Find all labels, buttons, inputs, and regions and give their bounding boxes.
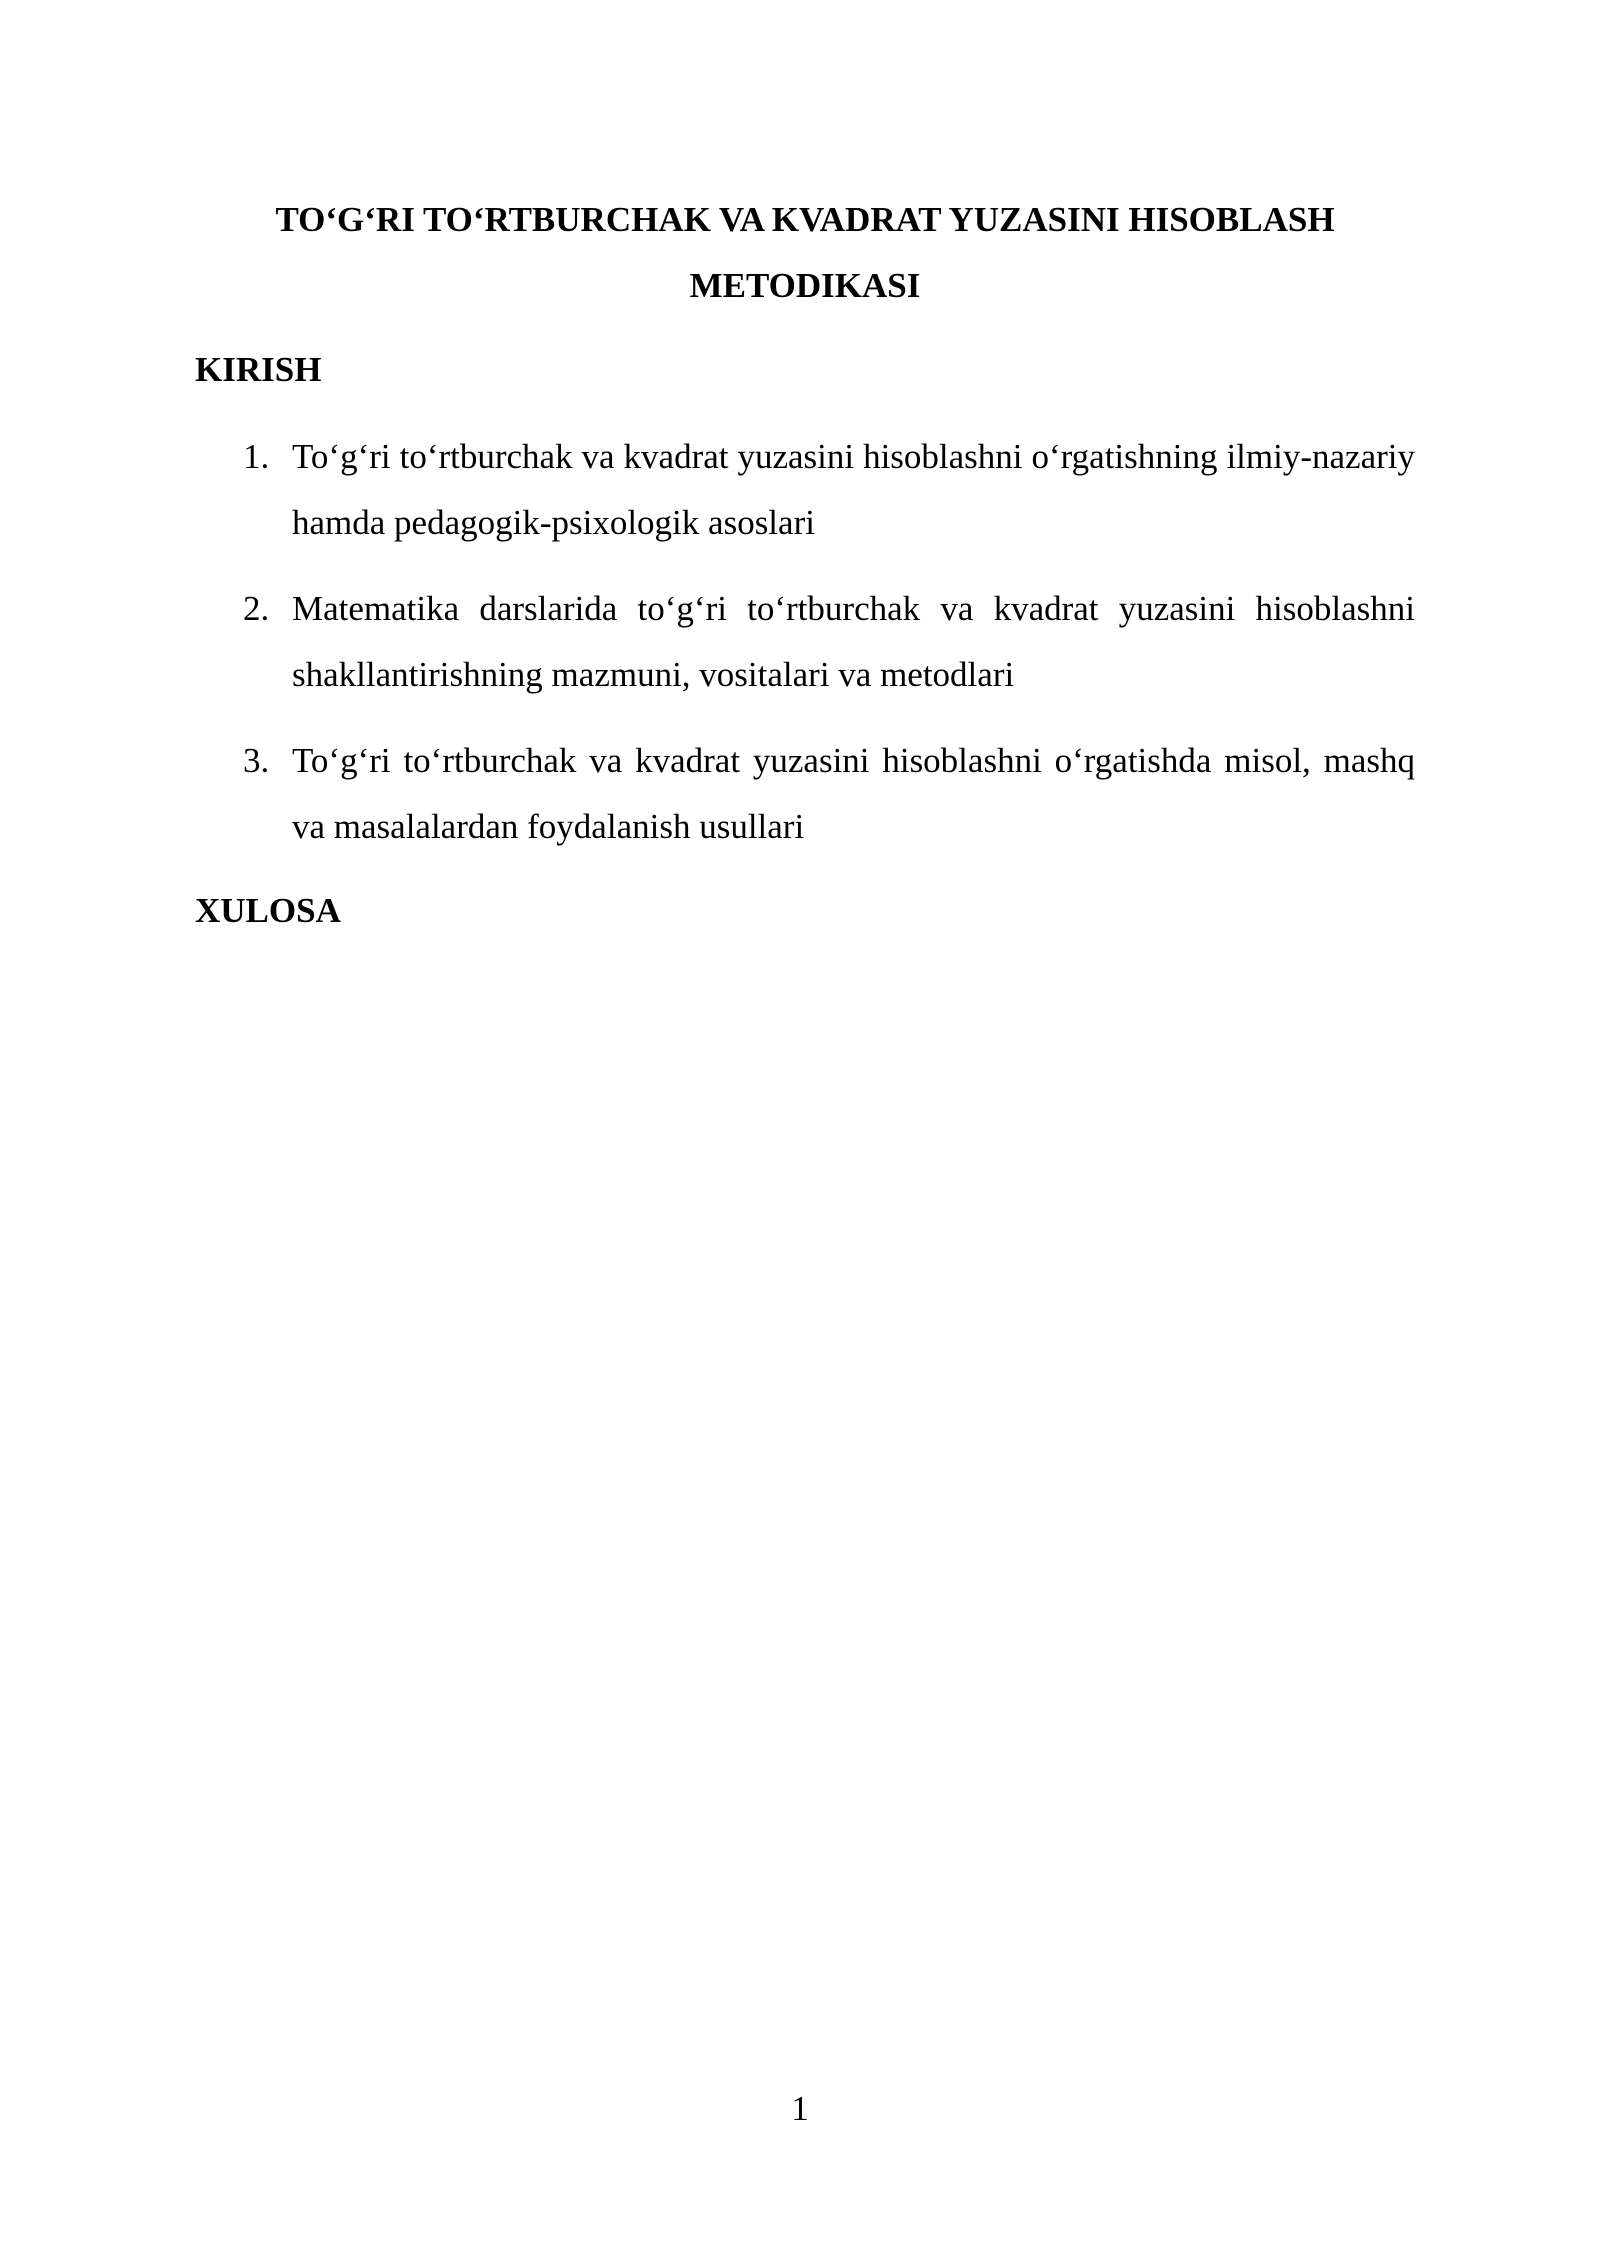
table-of-contents — [195, 424, 1415, 880]
toc-item-text: To‘g‘ri to‘rtburchak va kvadrat yuzasini hisoblashni o‘rgatishda misol, mashq va masalalardan foydalanish usullari — [292, 741, 1415, 846]
document-title: TO‘G‘RI TO‘RTBURCHAK VA KVADRAT YUZASINI HISOBLASH METODIKASI — [275, 200, 1335, 305]
toc-item-number: 2. — [243, 589, 270, 628]
conclusion-heading: XULOSA — [195, 891, 341, 930]
intro-heading: KIRISH — [195, 350, 322, 389]
toc-item-number: 1. — [243, 437, 270, 476]
toc-item-text: To‘g‘ri to‘rtburchak va kvadrat yuzasini hisoblashni o‘rgatishning ilmiy-nazariy hamda pedagogik-psixologik asoslari — [292, 437, 1415, 542]
toc-item-3 — [195, 728, 1415, 860]
toc-item-2 — [195, 576, 1415, 708]
toc-item-text: Matematika darslarida to‘g‘ri to‘rtburchak va kvadrat yuzasini hisoblashni shakllantirishning mazmuni, vositalari va metodlari — [292, 589, 1415, 694]
toc-item-1 — [195, 424, 1415, 556]
page-number: 1 — [791, 2089, 809, 2128]
toc-item-number: 3. — [243, 741, 270, 780]
